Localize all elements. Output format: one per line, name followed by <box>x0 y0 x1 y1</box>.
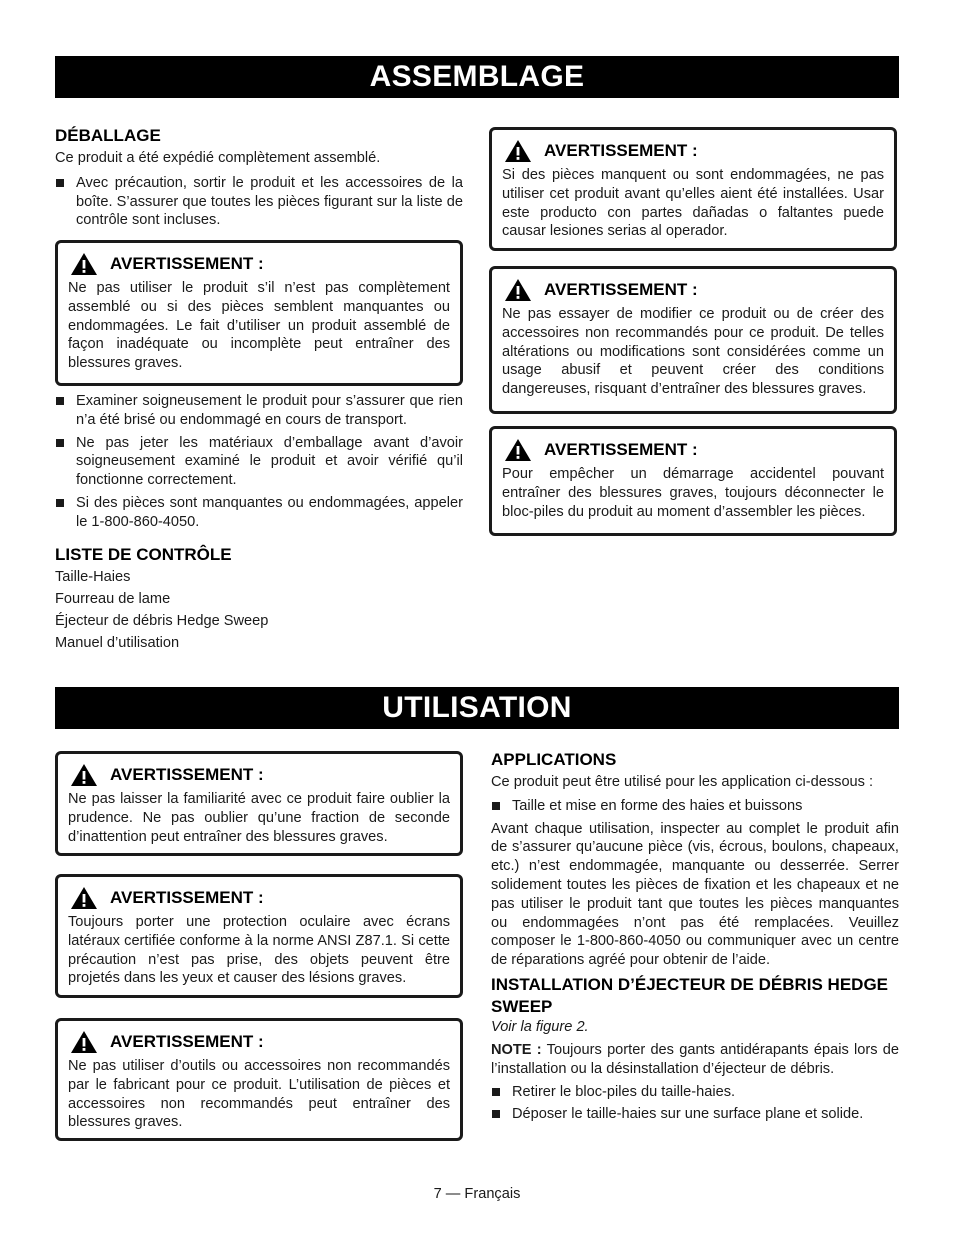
note-label: NOTE : <box>491 1041 542 1058</box>
warning-triangle-icon <box>504 278 532 302</box>
warning-title: AVERTISSEMENT : <box>110 254 264 273</box>
applications-bullet-list <box>491 797 899 816</box>
warning-title: AVERTISSEMENT : <box>110 888 264 907</box>
warning-text: Pour empêcher un démarrage accidentel pouvant entraîner des blessures graves, toujours déconnecter le bloc-piles du produit au moment d’assembler les pièces. <box>502 466 884 520</box>
warning-triangle-icon <box>70 252 98 276</box>
warning-triangle-icon <box>504 438 532 462</box>
warning-box-unpack <box>55 240 463 386</box>
deballage-heading: DÉBALLAGE <box>55 126 161 145</box>
section-banner-utilisation: UTILISATION <box>55 687 899 729</box>
installation-bullet-list <box>491 1083 899 1125</box>
warning-title: AVERTISSEMENT : <box>110 765 264 784</box>
warning-triangle-icon <box>504 139 532 163</box>
checklist-item: Taille-Haies <box>55 569 131 585</box>
warning-text: Ne pas essayer de modifier ce produit ou de créer des accessoires non recommandés pour ce produit. De telles altérations ou modifications sont considérées comme un usage abusif et peuvent créer des conditions dangereuses, risquant d’entraîner des blessures graves. <box>502 306 884 398</box>
warning-box-battery <box>489 426 897 536</box>
applications-section <box>491 749 899 1128</box>
list-item: Retirer le bloc-piles du taille-haies. <box>491 1083 899 1102</box>
warning-box-damaged-parts <box>489 127 897 251</box>
warning-triangle-icon <box>70 763 98 787</box>
list-item: Déposer le taille-haies sur une surface plane et solide. <box>491 1105 899 1124</box>
see-figure-reference: Voir la figure 2. <box>491 1018 589 1035</box>
warning-box-familiarity <box>55 751 463 856</box>
checklist-item: Manuel d’utilisation <box>55 635 180 651</box>
list-item: Taille et mise en forme des haies et buissons <box>491 797 899 816</box>
installation-note <box>491 1041 899 1079</box>
applications-heading: APPLICATIONS <box>491 750 617 769</box>
warning-box-modify <box>489 266 897 414</box>
warning-title: AVERTISSEMENT : <box>110 1032 264 1051</box>
warning-text: Ne pas laisser la familiarité avec ce produit faire oublier la prudence. Ne pas oublier qu’une fraction de seconde d’inattention peut entraîner des blessures graves. <box>68 791 450 845</box>
checklist-item: Fourreau de lame <box>55 591 171 607</box>
note-text: Toujours porter des gants antidérapants épais lors de l’installation ou la désinstallation d’éjecteur de débris. <box>491 1041 899 1077</box>
applications-intro: Ce produit peut être utilisé pour les application ci-dessous : <box>491 774 874 790</box>
deballage-more <box>55 392 463 536</box>
installation-heading: INSTALLATION D’ÉJECTEUR DE DÉBRIS HEDGE SWEEP <box>491 974 889 1016</box>
list-item: Avec précaution, sortir le produit et les accessoires de la boîte. S’assurer que toutes les pièces figurant sur la liste de contrôle sont incluses. <box>55 174 463 230</box>
applications-body: Avant chaque utilisation, inspecter au complet le produit afin de s’assurer qu’aucune pièce (vis, écrous, boulons, chapeaux, etc.) n’est endommagée, manquante ou desserrée. Serrer solidement toutes les pièces de fixation et les chapeaux et ne pas utiliser le produit tant que toutes les pièces manquantes ou endommagées n’ont pas été remplacées. Veuillez composer le 1-800-860-4050 ou communiquer avec un centre de réparations agréé pour obtenir de l’aide. <box>491 820 899 969</box>
warning-text: Ne pas utiliser le produit s’il n’est pas complètement assemblé ou si des pièces semblent manquantes ou endommagées. Le fait d’utiliser un produit assemblé de façon inadéquate ou incomplète peut entraîner des blessures graves. <box>68 280 450 372</box>
section-banner-assemblage: ASSEMBLAGE <box>55 56 899 98</box>
deballage-section <box>55 125 463 234</box>
warning-title: AVERTISSEMENT : <box>544 141 698 160</box>
warning-triangle-icon <box>70 886 98 910</box>
warning-text: Toujours porter une protection oculaire avec écrans latéraux certifiée conforme à la norme ANSI Z87.1. Si cette précaution n’est pas prise, des objets peuvent être projetés dans les yeux et causer des lésions graves. <box>68 914 450 987</box>
list-item: Ne pas jeter les matériaux d’emballage avant d’avoir soigneusement examiné le produit et avoir vérifié qu’il fonctionne correctement. <box>55 434 463 490</box>
checklist-heading: LISTE DE CONTRÔLE <box>55 545 232 564</box>
warning-text: Si des pièces manquent ou sont endommagées, ne pas utiliser cet produit avant qu’elles aient été installées. Usar este producto con partes dañadas o faltantes puede causar lesiones serias al operador. <box>502 167 884 240</box>
deballage-intro: Ce produit a été expédié complètement assemblé. <box>55 150 381 166</box>
checklist-section <box>55 544 463 654</box>
warning-triangle-icon <box>70 1030 98 1054</box>
deballage-bullet-list-2 <box>55 392 463 532</box>
warning-box-eye-protection <box>55 874 463 998</box>
page-footer: 7 — Français <box>433 1186 521 1202</box>
list-item: Si des pièces sont manquantes ou endommagées, appeler le 1-800-860-4050. <box>55 494 463 532</box>
warning-box-accessories <box>55 1018 463 1141</box>
checklist-item: Éjecteur de débris Hedge Sweep <box>55 613 269 629</box>
deballage-bullet-list-1 <box>55 174 463 230</box>
warning-text: Ne pas utiliser d’outils ou accessoires non recommandés par le fabricant pour ce produit. L’utilisation de pièces et accessoires non recommandés peut entraîner des blessures graves. <box>68 1058 450 1131</box>
warning-title: AVERTISSEMENT : <box>544 440 698 459</box>
warning-title: AVERTISSEMENT : <box>544 280 698 299</box>
list-item: Examiner soigneusement le produit pour s’assurer que rien n’a été brisé ou endommagé en cours de transport. <box>55 392 463 430</box>
